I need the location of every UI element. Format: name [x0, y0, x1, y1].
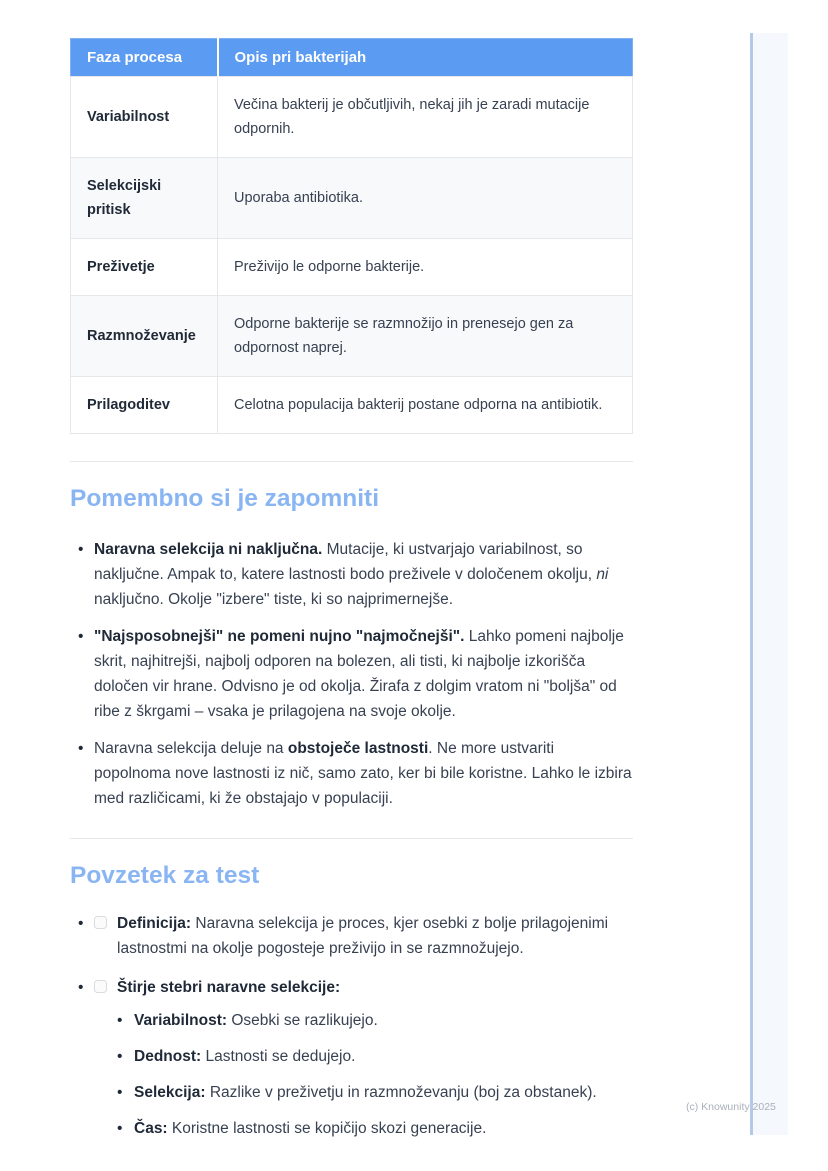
cell-desc: Uporaba antibiotika. [218, 158, 633, 239]
table-row [71, 77, 633, 158]
list-item [117, 1082, 633, 1103]
bullet-icon: • [78, 915, 84, 932]
cell-desc: Preživijo le odporne bakterije. [218, 239, 633, 296]
bullet-text: Dednost: Lastnosti se dedujejo. [134, 1048, 356, 1065]
bullet-icon: • [78, 628, 84, 645]
table-header-desc: Opis pri bakterijah [218, 39, 633, 77]
cell-desc: Večina bakterij je občutljivih, nekaj jih je zaradi mutacije odpornih. [218, 77, 633, 158]
page-edge-strip [750, 33, 788, 1135]
section-divider [70, 838, 633, 839]
cell-phase: Preživetje [71, 239, 218, 296]
table-header-row [71, 39, 633, 77]
cell-phase: Razmnoževanje [71, 296, 218, 377]
table-row [71, 377, 633, 434]
list-item [117, 1046, 633, 1067]
list-item [70, 624, 633, 724]
table-row [71, 296, 633, 377]
bullet-text: Naravna selekcija ni naključna. Mutacije, ki ustvarjajo variabilnost, so naključne. Ampak to, katere lastnosti bodo preživele v določenem okolju, ni naključno. Okolje "izbere" tiste, ki so najprimernejše. [94, 541, 609, 608]
bullet-text: Variabilnost: Osebki se razlikujejo. [134, 1012, 378, 1029]
checklist-item [70, 975, 633, 1000]
important-bullet-list [70, 537, 633, 811]
summary-sub-list [117, 1010, 633, 1139]
list-item [117, 1010, 633, 1031]
footer-credit: (c) Knowunity 2025 [686, 1101, 776, 1113]
list-item [70, 537, 633, 612]
bullet-icon: • [117, 1048, 123, 1065]
bullet-text: Naravna selekcija deluje na obstoječe lastnosti. Ne more ustvariti popolnoma nove lastnosti iz nič, samo zato, ker bi bile koristne. Lahko le izbira med različicami, ki že obstajajo v populaciji. [94, 740, 632, 807]
checklist-text: Definicija: Naravna selekcija je proces, kjer osebki z bolje prilagojenimi lastnostmi na okolje pogosteje preživijo in se razmnožujejo. [117, 915, 609, 957]
process-table [70, 38, 633, 434]
table-row [71, 158, 633, 239]
summary-checklist [70, 911, 633, 1139]
table-header-phase: Faza procesa [71, 39, 218, 77]
cell-desc: Odporne bakterije se razmnožijo in prenesejo gen za odpornost naprej. [218, 296, 633, 377]
list-item [70, 736, 633, 811]
bullet-icon: • [117, 1012, 123, 1029]
bullet-icon: • [78, 979, 84, 996]
checklist-item [70, 911, 633, 961]
cell-desc: Celotna populacija bakterij postane odporna na antibiotik. [218, 377, 633, 434]
cell-phase: Variabilnost [71, 77, 218, 158]
bullet-text: Čas: Koristne lastnosti se kopičijo skozi generacije. [134, 1120, 487, 1137]
bullet-icon: • [78, 541, 84, 558]
section-title-summary: Povzetek za test [70, 862, 260, 889]
bullet-icon: • [117, 1084, 123, 1101]
document-content [70, 38, 633, 1154]
bullet-icon: • [117, 1120, 123, 1137]
bullet-icon: • [78, 740, 84, 757]
section-divider [70, 461, 633, 462]
bullet-text: Selekcija: Razlike v preživetju in razmnoževanju (boj za obstanek). [134, 1084, 597, 1101]
section-title-important: Pomembno si je zapomniti [70, 485, 380, 512]
list-item [117, 1118, 633, 1139]
table-row [71, 239, 633, 296]
checklist-text: Štirje stebri naravne selekcije: [117, 979, 341, 996]
checkbox-unchecked[interactable] [94, 916, 107, 929]
cell-phase: Selekcijski pritisk [71, 158, 218, 239]
bullet-text: "Najsposobnejši" ne pomeni nujno "najmočnejši". Lahko pomeni najbolje skrit, najhitrejši, najbolj odporen na bolezen, ali tisti, ki najbolje izkorišča določen vir hrane. Odvisno je od okolja. Žirafa z dolgim vratom ni "boljša" od ribe z škrgami – vsaka je prilagojena na svoje okolje. [94, 628, 624, 720]
cell-phase: Prilagoditev [71, 377, 218, 434]
checkbox-unchecked[interactable] [94, 980, 107, 993]
